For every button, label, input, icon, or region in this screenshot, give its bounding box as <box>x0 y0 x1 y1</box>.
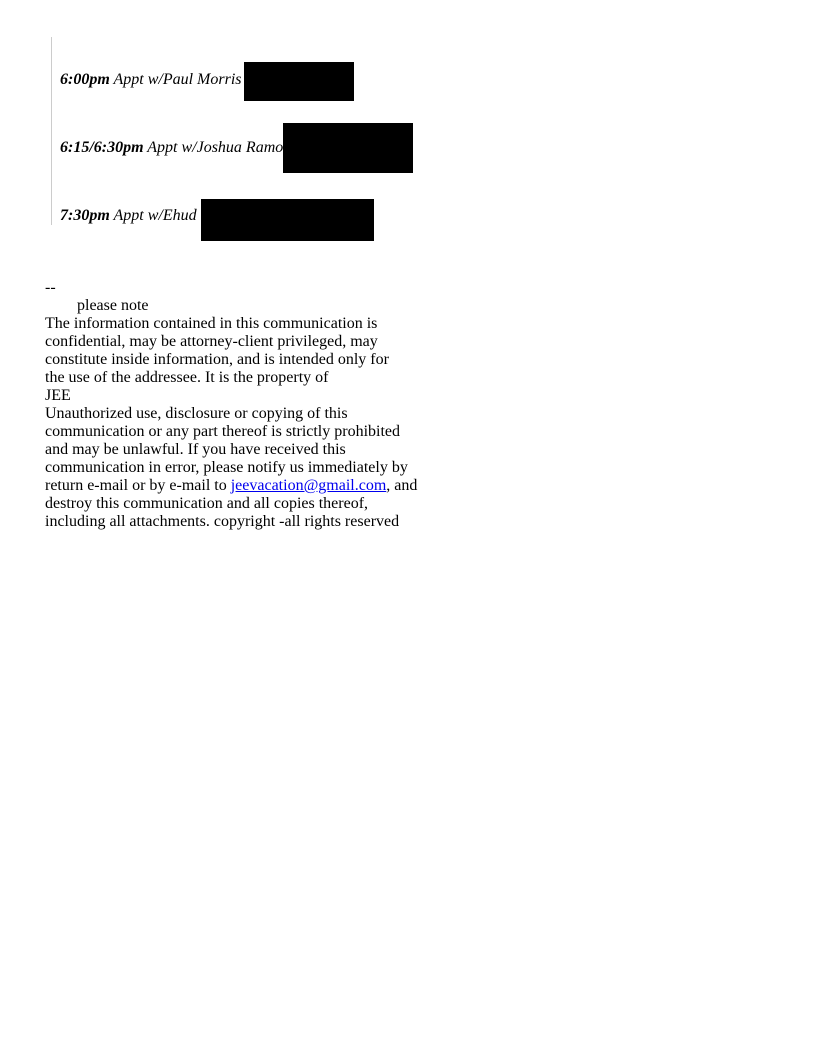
appointment-time: 7:30pm <box>60 207 110 224</box>
signature-separator: -- <box>45 279 56 296</box>
disclaimer-line: communication or any part thereof is strictly prohibited <box>45 423 401 440</box>
appointment-item <box>60 139 283 157</box>
redaction-block <box>283 123 413 173</box>
appointment-item <box>60 207 197 225</box>
disclaimer-line: JEE <box>45 387 71 404</box>
disclaimer-line: The information contained in this communication is <box>45 315 378 332</box>
disclaimer-line: constitute inside information, and is intended only for <box>45 351 389 368</box>
redaction-block <box>244 62 354 101</box>
email-link[interactable]: jeevacation@gmail.com <box>230 477 387 494</box>
appointment-text: Appt w/Ehud <box>113 207 197 224</box>
disclaimer-line: Unauthorized use, disclosure or copying of this <box>45 405 348 422</box>
disclaimer-line: communication in error, please notify us immediately by <box>45 459 408 476</box>
appointment-item <box>60 71 242 89</box>
disclaimer-text: return e-mail or by e-mail to <box>45 477 231 494</box>
redaction-block <box>201 199 374 241</box>
disclaimer-line: the use of the addressee. It is the property of <box>45 369 329 386</box>
quote-bar <box>51 37 52 225</box>
disclaimer-line: including all attachments. copyright -all rights reserved <box>45 513 400 530</box>
disclaimer-line: and may be unlawful. If you have received this <box>45 441 346 458</box>
signature-note: please note <box>77 297 149 314</box>
email-signature <box>45 279 425 531</box>
disclaimer-line: confidential, may be attorney-client privileged, may <box>45 333 378 350</box>
disclaimer-line <box>45 477 425 495</box>
disclaimer-line: destroy this communication and all copies thereof, <box>45 495 369 512</box>
appointment-text: Appt w/Joshua Ramo <box>147 139 284 156</box>
appointment-time: 6:00pm <box>60 71 110 88</box>
appointment-time: 6:15/6:30pm <box>60 139 144 156</box>
disclaimer-text: , and <box>386 477 418 494</box>
appointment-text: Appt w/Paul Morris <box>113 71 242 88</box>
